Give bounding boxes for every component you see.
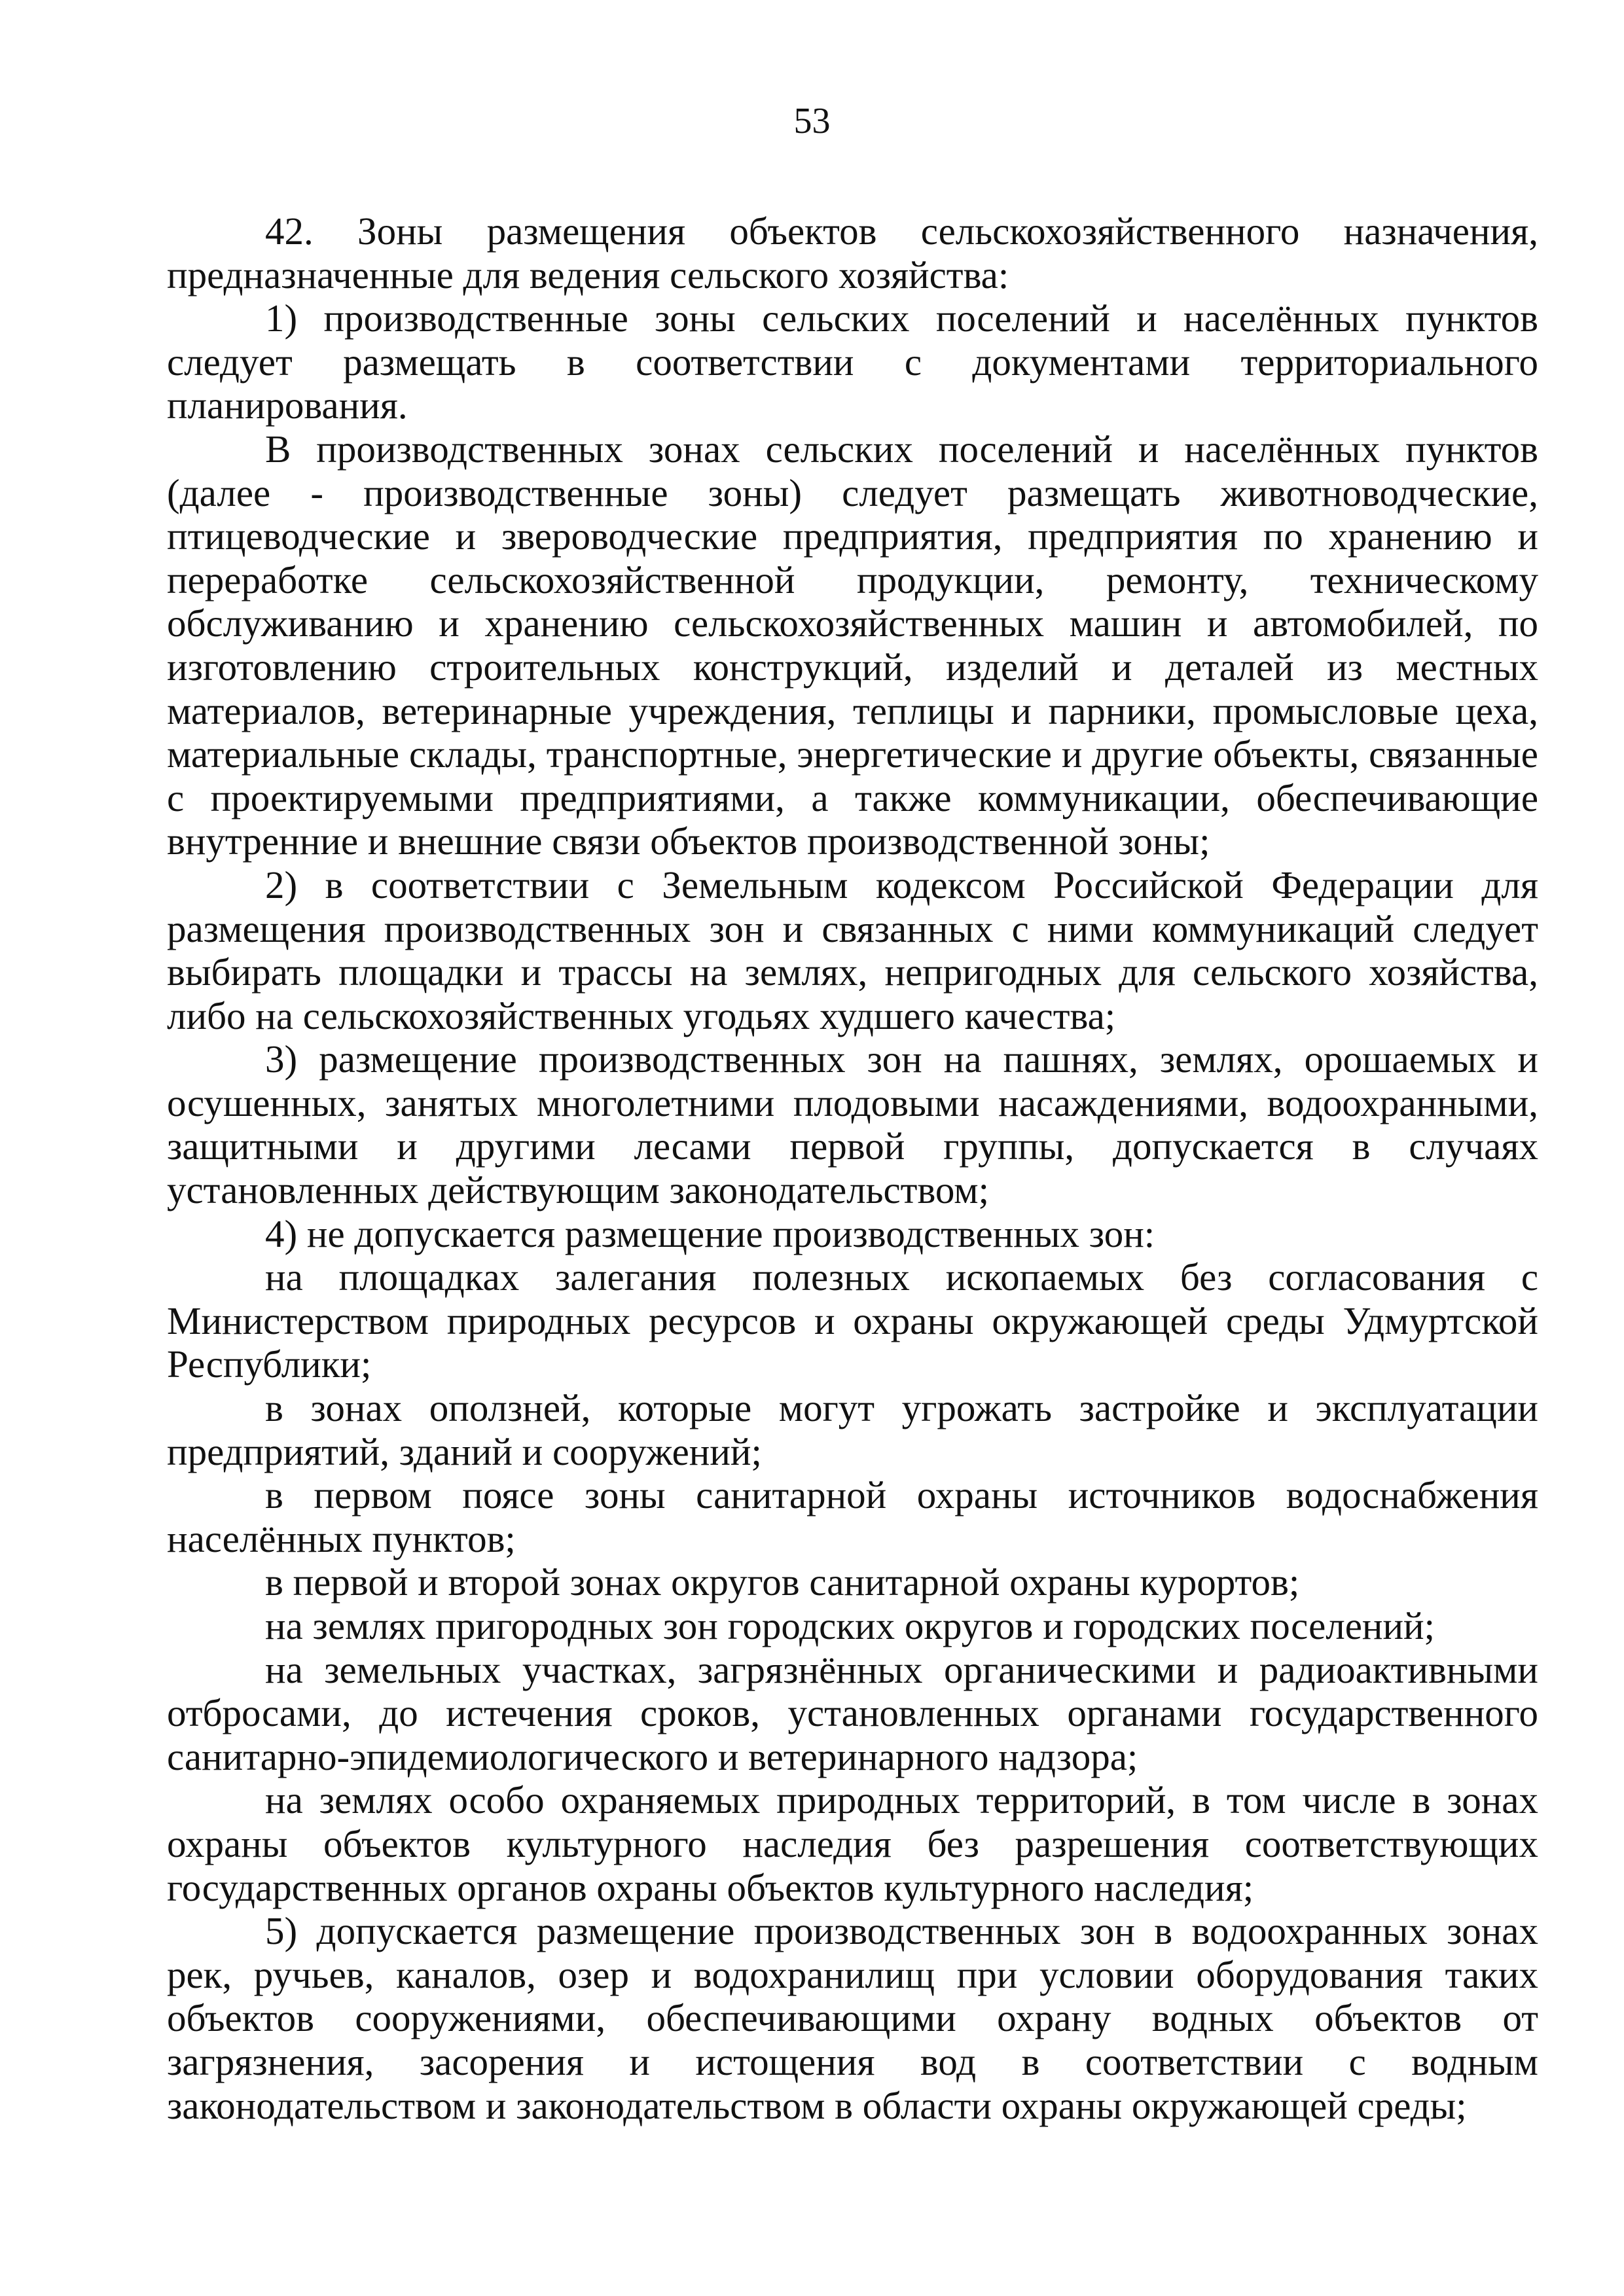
paragraph-subitem-4: 4) не допускается размещение производственных зон: (265, 1211, 1155, 1255)
paragraph-subitem-1: 1) производственные зоны сельских поселений и населённых пунктов следует размещать в соответствии с документами территориального планирования. (167, 296, 1538, 427)
paragraph-contaminated-land: на земельных участках, загрязнённых органическими и радиоактивными отбросами, до истечения сроков, установленных органами государственного санитарно-эпидемиологического и ветеринарного надзора; (167, 1647, 1538, 1778)
paragraph-mineral-deposits: на площадках залегания полезных ископаемых без согласования с Министерством природных ресурсов и охраны окружающей среды Удмуртской Республики; (167, 1255, 1538, 1386)
paragraph-item-42-heading: 42. Зоны размещения объектов сельскохозяйственного назначения, предназначенные для ведения сельского хозяйства: (167, 209, 1538, 296)
paragraph-landslide-zones: в зонах оползней, которые могут угрожать застройке и эксплуатации предприятий, зданий и сооружений; (167, 1386, 1538, 1473)
paragraph-resort-zones: в первой и второй зонах округов санитарной охраны курортов; (265, 1560, 1300, 1604)
paragraph-protected-territories: на землях особо охраняемых природных территорий, в том числе в зонах охраны объектов культурного наследия без разрешения соответствующих государственных органов охраны объектов культурного наследия; (167, 1778, 1538, 1909)
paragraph-water-protection-belt: в первом поясе зоны санитарной охраны источников водоснабжения населённых пунктов; (167, 1473, 1538, 1560)
paragraph-subitem-5: 5) допускается размещение производственных зон в водоохранных зонах рек, ручьев, каналов, озер и водохранилищ при условии оборудования таких объектов сооружениями, обеспечивающими охрану водных объектов от загрязнения, засорения и истощения вод в соответствии с водным законодательством и законодательством в области охраны окружающей среды; (167, 1909, 1538, 2127)
document-body (167, 209, 1538, 2127)
paragraph-subitem-2: 2) в соответствии с Земельным кодексом Российской Федерации для размещения производственных зон и связанных с ними коммуникаций следует выбирать площадки и трассы на землях, непригодных для сельского хозяйства, либо на сельскохозяйственных угодьях худшего качества; (167, 863, 1538, 1037)
paragraph-production-zones: В производственных зонах сельских поселений и населённых пунктов (далее - производственные зоны) следует размещать животноводческие, птицеводческие и звероводческие предприятия, предприятия по хранению и переработке сельскохозяйственной продукции, ремонту, техническому обслуживанию и хранению сельскохозяйственных машин и автомобилей, по изготовлению строительных конструкций, изделий и деталей из местных материалов, ветеринарные учреждения, теплицы и парники, промысловые цеха, материальные склады, транспортные, энергетические и другие объекты, связанные с проектируемыми предприятиями, а также коммуникации, обеспечивающие внутренние и внешние связи объектов производственной зоны; (167, 427, 1538, 863)
paragraph-suburban-zones: на землях пригородных зон городских округов и городских поселений; (265, 1604, 1435, 1647)
page-number: 53 (793, 101, 831, 141)
paragraph-subitem-3: 3) размещение производственных зон на пашнях, землях, орошаемых и осушенных, занятых многолетними плодовыми насаждениями, водоохранными, защитными и другими лесами первой группы, допускается в случаях установленных действующим законодательством; (167, 1037, 1538, 1212)
